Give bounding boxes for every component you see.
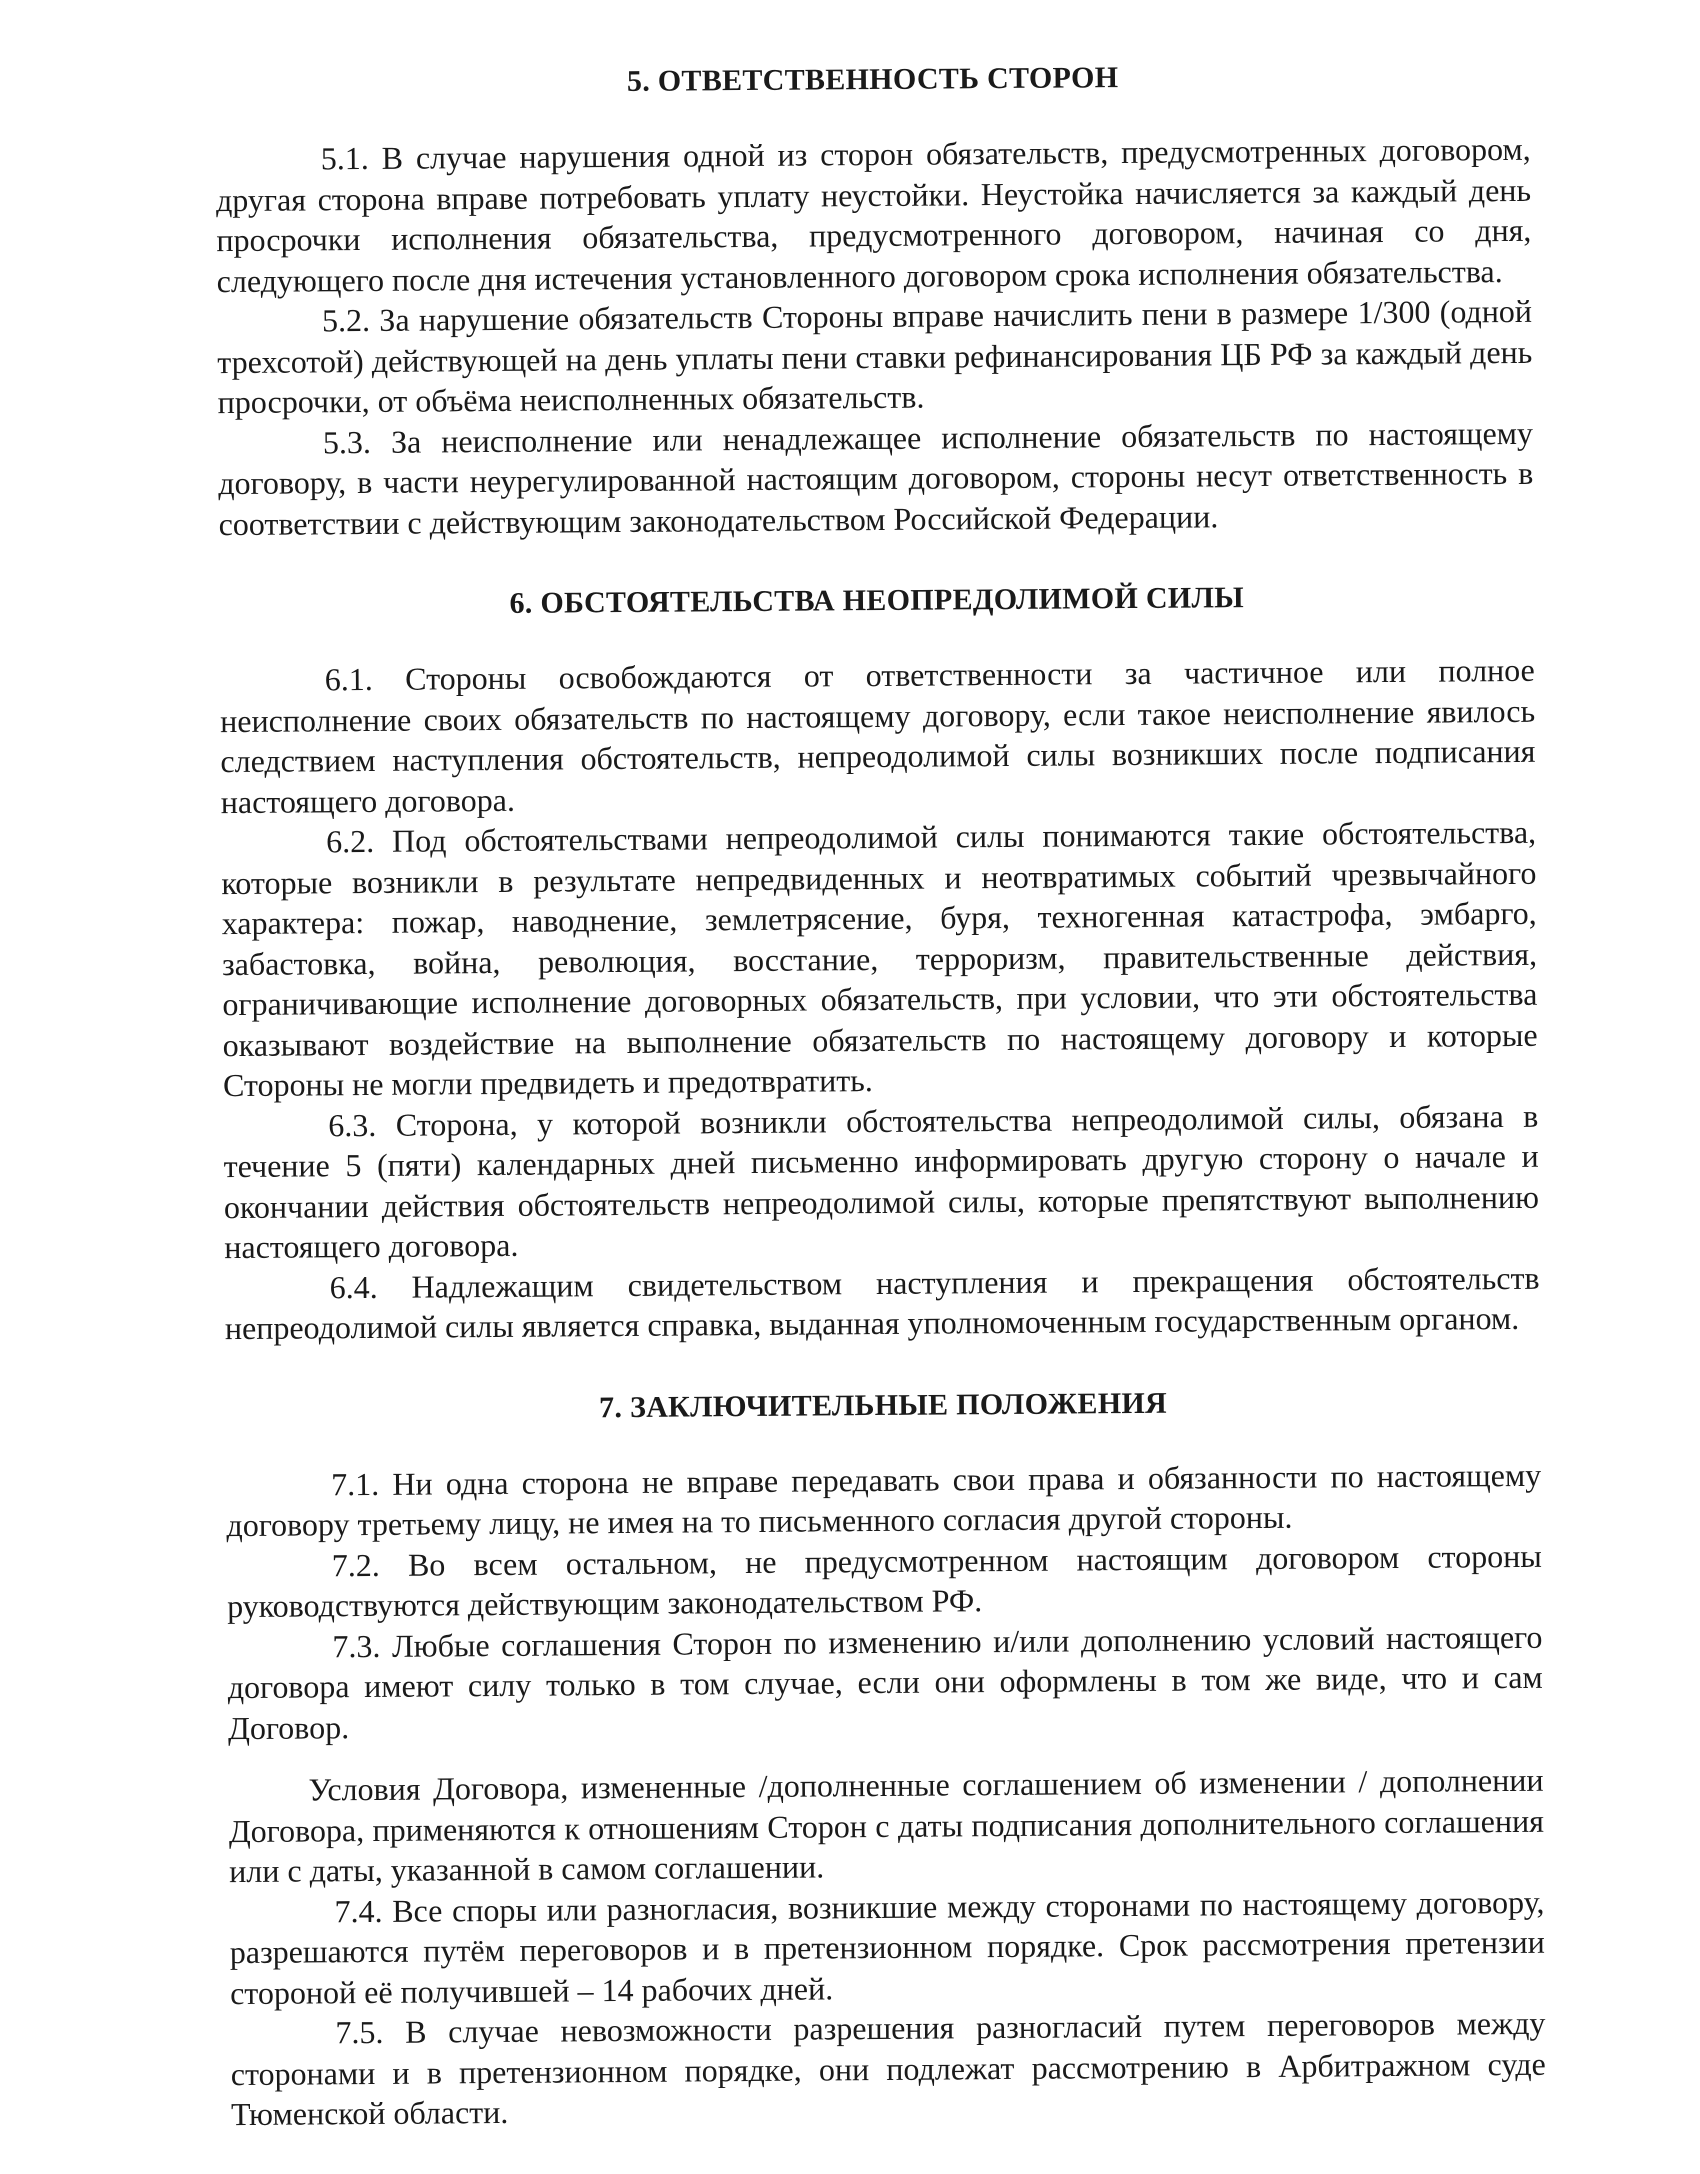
section-liability [215,57,1534,544]
clause-5-2: 5.2. За нарушение обязательств Стороны вправе начислить пени в размере 1/300 (одной трехсотой) действующей на день уплаты пени ставки рефинансирования ЦБ РФ за каждый день просрочки, от объёма неисполненных обязательств. [217,292,1533,421]
section-heading: 7. ЗАКЛЮЧИТЕЛЬНЫЕ ПОЛОЖЕНИЯ [598,1386,1168,1424]
clause-7-5: 7.5. В случае невозможности разрешения разногласий путем переговоров между сторонами и в претензионном порядке, они подлежат рассмотрению в Арбитражном суде Тюменской области. [230,2004,1546,2133]
document-body [215,57,1546,2135]
clause-7-1: 7.1. Ни одна сторона не вправе передавать свои права и обязанности по настоящему договору третьему лицу, не имея на то письменного согласия другой стороны. [226,1456,1542,1544]
clause-5-3: 5.3. За неисполнение или ненадлежащее исполнение обязательств по настоящему договору, в части неурегулированной настоящим договором, стороны несут ответственность в соответствии с действующим законодательством Российской Федерации. [218,414,1534,542]
clause-6-2: 6.2. Под обстоятельствами непреодолимой силы понимаются такие обстоятельства, которые возникли в результате непредвиденных и неотвратимых событий чрезвычайного характера: пожар, наводнение, землетрясение, буря, техногенная катастрофа, эмбарго, забастовка, война, революция, восстание, терроризм, правительственные действия, ограничивающие исполнение договорных обязательств, при условии, что эти обстоятельства оказывают воздействие на выполнение обязательств по настоящему договору и которые Стороны не могли предвидеть и предотвратить. [221,813,1538,1104]
clause-5-1: 5.1. В случае нарушения одной из сторон обязательств, предусмотренных договором, другая сторона вправе потребовать уплату неустойки. Неустойка начисляется за каждый день просрочки исполнения обязательства, предусмотренного договором, начиная со дня, следующего после дня истечения установленного договором срока исполнения обязательства. [215,130,1532,299]
section-final-provisions [225,1382,1546,2134]
clause-7-4: 7.4. Все споры или разногласия, возникшие между сторонами по настоящему договору, разрешаются путём переговоров и в претензионном порядке. Срок рассмотрения претензии стороной её получившей – 14 рабочих дней. [229,1883,1545,2011]
section-force-majeure [219,578,1540,1349]
clause-6-4: 6.4. Надлежащим свидетельством наступления и прекращения обстоятельств непреодолимой силы является справка, выданная уполномоченным государственным органом. [224,1259,1540,1347]
clause-7-3: 7.3. Любые соглашения Сторон по изменению и/или дополнению условий настоящего договора имеют силу только в том случае, если они оформлены в том же виде, что и сам Договор. [227,1618,1543,1746]
section-heading: 6. ОБСТОЯТЕЛЬСТВА НЕОПРЕДОЛИМОЙ СИЛЫ [509,581,1245,620]
clause-7-2: 7.2. Во всем остальном, не предусмотренном настоящим договором стороны руководствуются действующим законодательством РФ. [226,1537,1542,1625]
clause-7-3-amendments: Условия Договора, измененные /дополненные соглашением об изменении / дополнении Договора, применяются к отношениям Сторон с даты подписания дополнительного соглашения или с даты, указанной в самом соглашении. [228,1761,1544,1890]
clause-6-1: 6.1. Стороны освобождаются от ответственности за частичное или полное неисполнение своих обязательств по настоящему договору, если такое неисполнение явилось следствием наступления обстоятельств, непреодолимой силы возникших после подписания настоящего договора. [220,651,1536,820]
clause-6-3: 6.3. Сторона, у которой возникли обстоятельства непреодолимой силы, обязана в течение 5 (пяти) календарных дней письменно информировать другую сторону о начале и окончании действия обстоятельств непреодолимой силы, которые препятствуют выполнению настоящего договора. [223,1097,1540,1266]
section-heading: 5. ОТВЕТСТВЕННОСТЬ СТОРОН [626,61,1119,98]
